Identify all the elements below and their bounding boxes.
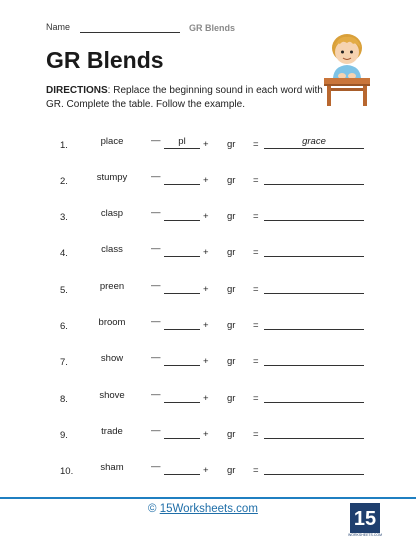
removed-sound-blank[interactable] xyxy=(164,365,200,366)
gr-blend: gr xyxy=(227,465,236,476)
logo-text: WORKSHEETS.COM xyxy=(347,533,383,537)
minus-sign: — xyxy=(151,171,161,182)
result-word-blank[interactable] xyxy=(264,148,364,149)
result-word-blank[interactable] xyxy=(264,365,364,366)
worksheet-row xyxy=(0,208,416,228)
worksheet-row xyxy=(0,136,416,156)
gr-blend: gr xyxy=(227,393,236,404)
worksheet-row xyxy=(0,172,416,192)
worksheet-row xyxy=(0,281,416,301)
row-number: 5. xyxy=(60,285,68,296)
plus-sign: + xyxy=(203,356,209,367)
row-number: 1. xyxy=(60,140,68,151)
minus-sign: — xyxy=(151,135,161,146)
minus-sign: — xyxy=(151,352,161,363)
row-number: 8. xyxy=(60,394,68,405)
row-number: 10. xyxy=(60,466,74,477)
plus-sign: + xyxy=(203,211,209,222)
site-link[interactable]: 15Worksheets.com xyxy=(159,503,258,515)
result-word-blank[interactable] xyxy=(264,474,364,475)
page-title: GR Blends xyxy=(46,47,164,73)
result-word-answer: grace xyxy=(302,136,326,147)
source-word: show xyxy=(100,353,124,364)
row-number: 2. xyxy=(60,176,68,187)
plus-sign: + xyxy=(203,320,209,331)
source-word: preen xyxy=(99,281,125,292)
directions-label: DIRECTIONS xyxy=(46,85,108,96)
result-word-blank[interactable] xyxy=(264,220,364,221)
plus-sign: + xyxy=(203,393,209,404)
row-number: 3. xyxy=(60,212,68,223)
equals-sign: = xyxy=(253,175,259,186)
source-word: shove xyxy=(99,390,125,401)
result-word-blank[interactable] xyxy=(264,402,364,403)
gr-blend: gr xyxy=(227,175,236,186)
source-word: class xyxy=(101,244,123,255)
removed-sound-blank[interactable] xyxy=(164,256,200,257)
plus-sign: + xyxy=(203,429,209,440)
removed-sound-blank[interactable] xyxy=(164,184,200,185)
removed-sound-blank[interactable] xyxy=(164,474,200,475)
equals-sign: = xyxy=(253,356,259,367)
removed-sound-blank[interactable] xyxy=(164,148,200,149)
equals-sign: = xyxy=(253,247,259,258)
result-word-blank[interactable] xyxy=(264,329,364,330)
minus-sign: — xyxy=(151,389,161,400)
plus-sign: + xyxy=(203,465,209,476)
removed-sound-blank[interactable] xyxy=(164,293,200,294)
gr-blend: gr xyxy=(227,320,236,331)
removed-sound-answer: pl xyxy=(178,136,186,147)
row-number: 7. xyxy=(60,357,68,368)
name-line[interactable] xyxy=(80,32,180,33)
removed-sound-blank[interactable] xyxy=(164,329,200,330)
result-word-blank[interactable] xyxy=(264,256,364,257)
row-number: 6. xyxy=(60,321,68,332)
minus-sign: — xyxy=(151,461,161,472)
equals-sign: = xyxy=(253,465,259,476)
source-word: clasp xyxy=(100,208,124,219)
logo-number: 15 xyxy=(353,508,377,530)
minus-sign: — xyxy=(151,280,161,291)
topic-label: GR Blends xyxy=(189,23,236,33)
worksheet-row xyxy=(0,462,416,482)
minus-sign: — xyxy=(151,425,161,436)
equals-sign: = xyxy=(253,284,259,295)
removed-sound-blank[interactable] xyxy=(164,220,200,221)
gr-blend: gr xyxy=(227,356,236,367)
plus-sign: + xyxy=(203,175,209,186)
worksheet-row xyxy=(0,426,416,446)
row-number: 4. xyxy=(60,248,68,259)
result-word-blank[interactable] xyxy=(264,184,364,185)
equals-sign: = xyxy=(253,211,259,222)
directions-text: : Replace the beginning sound in each word with GR. Complete the table. Follow the example. xyxy=(46,85,323,110)
15worksheets-logo xyxy=(346,497,386,537)
boy-at-desk-illustration xyxy=(320,30,374,108)
copyright-symbol: © xyxy=(148,503,157,515)
source-word: broom xyxy=(98,317,126,328)
source-word: stumpy xyxy=(96,172,128,183)
gr-blend: gr xyxy=(227,284,236,295)
equals-sign: = xyxy=(253,393,259,404)
equals-sign: = xyxy=(253,320,259,331)
removed-sound-blank[interactable] xyxy=(164,402,200,403)
plus-sign: + xyxy=(203,139,209,150)
result-word-blank[interactable] xyxy=(264,293,364,294)
equals-sign: = xyxy=(253,139,259,150)
source-word: place xyxy=(100,136,124,147)
equals-sign: = xyxy=(253,429,259,440)
worksheet-row xyxy=(0,317,416,337)
minus-sign: — xyxy=(151,243,161,254)
footer-credit xyxy=(148,503,258,515)
plus-sign: + xyxy=(203,284,209,295)
result-word-blank[interactable] xyxy=(264,438,364,439)
name-label: Name xyxy=(46,22,71,32)
minus-sign: — xyxy=(151,316,161,327)
worksheet-row xyxy=(0,244,416,264)
plus-sign: + xyxy=(203,247,209,258)
minus-sign: — xyxy=(151,207,161,218)
gr-blend: gr xyxy=(227,247,236,258)
gr-blend: gr xyxy=(227,211,236,222)
gr-blend: gr xyxy=(227,139,236,150)
directions xyxy=(46,84,326,112)
source-word: trade xyxy=(101,426,123,437)
worksheet-row xyxy=(0,353,416,373)
source-word: sham xyxy=(100,462,124,473)
worksheet-row xyxy=(0,390,416,410)
row-number: 9. xyxy=(60,430,68,441)
gr-blend: gr xyxy=(227,429,236,440)
removed-sound-blank[interactable] xyxy=(164,438,200,439)
